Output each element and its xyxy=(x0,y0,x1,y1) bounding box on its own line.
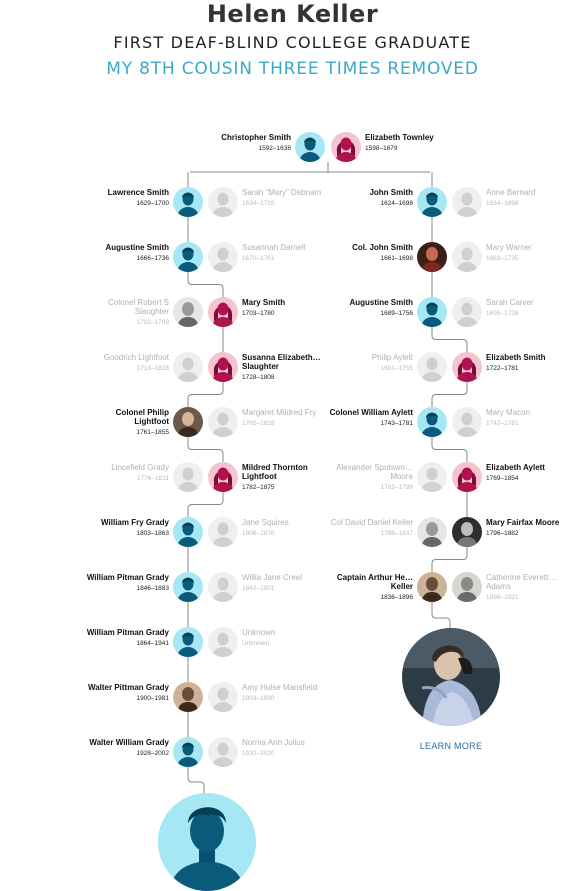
person-name: Unknown xyxy=(242,628,276,637)
connector-line xyxy=(188,162,432,187)
person-label[interactable] xyxy=(83,738,169,758)
person-dates: 1836–1896 xyxy=(380,594,413,601)
person-label[interactable] xyxy=(242,628,338,648)
person-name: Amy Hulse Mansfield xyxy=(242,683,318,692)
person-dates: 1670–1761 xyxy=(242,255,275,262)
person-avatar[interactable] xyxy=(417,297,447,327)
person-dates: 1803–1863 xyxy=(136,530,169,537)
person-name: Augustine Smith xyxy=(349,298,413,307)
person-dates: 1695–1726 xyxy=(486,310,519,317)
person-name: Elizabeth Townley xyxy=(365,133,434,142)
person-name: Lincefield Grady xyxy=(111,463,169,472)
person-dates: 1761–1855 xyxy=(136,429,169,436)
spouse-avatar[interactable] xyxy=(173,297,203,327)
person-dates: 1743–1781 xyxy=(380,420,413,427)
person-dates: 1703–1780 xyxy=(242,310,275,317)
person-name: Catherine Everett… Adams xyxy=(486,573,557,591)
person-dates: 1769–1854 xyxy=(486,475,519,482)
spouse-avatar[interactable] xyxy=(173,462,203,492)
person-name: Mildred Thornton Lightfoot xyxy=(242,463,308,481)
person-label[interactable] xyxy=(83,683,169,703)
person-name: Elizabeth Aylett xyxy=(486,463,545,472)
person-label[interactable] xyxy=(242,298,338,318)
person-label[interactable] xyxy=(83,188,169,208)
person-name: Goodrich Lightfoot xyxy=(103,353,169,362)
person-name: Sarah Carver xyxy=(486,298,534,307)
person-label[interactable] xyxy=(327,243,413,263)
spouse-avatar[interactable] xyxy=(452,297,482,327)
person-dates: 1624–1698 xyxy=(380,200,413,207)
person-label[interactable] xyxy=(486,243,582,263)
spouse-avatar[interactable] xyxy=(452,572,482,602)
person-label[interactable] xyxy=(242,353,338,382)
connector-line xyxy=(432,602,450,628)
person-dates: 1598–1679 xyxy=(365,145,398,152)
person-dates: 1691–1755 xyxy=(380,365,413,372)
spouse-avatar[interactable] xyxy=(208,242,238,272)
person-dates: 1722–1781 xyxy=(486,365,519,372)
person-dates: 1846–1883 xyxy=(136,585,169,592)
person-dates: 1629–1700 xyxy=(136,200,169,207)
spouse-avatar[interactable] xyxy=(208,572,238,602)
person-dates: 1856–1921 xyxy=(486,594,519,601)
person-dates: 1634–1698 xyxy=(486,200,519,207)
person-label[interactable] xyxy=(327,408,413,428)
person-name: Mary Macon xyxy=(486,408,531,417)
person-avatar[interactable] xyxy=(173,187,203,217)
person-dates: 1782–1875 xyxy=(242,484,275,491)
spouse-avatar[interactable] xyxy=(173,352,203,382)
person-dates: 1864–1941 xyxy=(136,640,169,647)
person-label[interactable] xyxy=(486,463,582,483)
person-dates: 1763–1799 xyxy=(380,484,413,491)
celebrity-subtitle: FIRST DEAF-BLIND COLLEGE GRADUATE xyxy=(113,33,472,52)
person-avatar[interactable] xyxy=(208,352,238,382)
person-name: William Pitman Grady xyxy=(86,628,169,637)
person-name: Anne Bernard xyxy=(486,188,536,197)
person-avatar[interactable] xyxy=(452,517,482,547)
person-dates: 1728–1808 xyxy=(242,374,275,381)
person-name: Susanna Elizabeth… Slaughter xyxy=(242,353,321,371)
person-label[interactable] xyxy=(486,353,582,373)
person-label[interactable] xyxy=(486,518,582,538)
person-avatar[interactable] xyxy=(173,242,203,272)
person-dates: 1900–1981 xyxy=(136,695,169,702)
connector-line xyxy=(432,382,467,407)
person-name: Col. John Smith xyxy=(352,243,413,252)
connector-line xyxy=(188,437,223,462)
person-dates: 1689–1756 xyxy=(380,310,413,317)
person-avatar[interactable] xyxy=(417,242,447,272)
person-avatar[interactable] xyxy=(208,297,238,327)
connector-line xyxy=(432,437,467,462)
person-dates: 1903–1990 xyxy=(242,695,275,702)
person-label[interactable] xyxy=(486,188,582,208)
spouse-avatar[interactable] xyxy=(452,407,482,437)
person-name: Sarah “Mary” Debnam xyxy=(242,188,322,197)
person-label[interactable] xyxy=(327,463,413,492)
person-label[interactable] xyxy=(205,133,291,153)
person-avatar[interactable] xyxy=(173,572,203,602)
spouse-avatar[interactable] xyxy=(208,737,238,767)
person-name: Margaret Mildred Fry xyxy=(242,408,317,417)
person-label[interactable] xyxy=(327,188,413,208)
person-dates: 1592–1638 xyxy=(258,145,291,152)
person-name: Mary Warner xyxy=(486,243,532,252)
person-label[interactable] xyxy=(242,408,338,428)
person-dates: 1932–2020 xyxy=(242,750,275,757)
person-name: Elizabeth Smith xyxy=(486,353,546,362)
person-label[interactable] xyxy=(327,573,413,602)
person-label[interactable] xyxy=(242,573,338,593)
person-dates: 1928–2002 xyxy=(136,750,169,757)
person-label[interactable] xyxy=(83,573,169,593)
person-name: Mary Smith xyxy=(242,298,286,307)
connector-line xyxy=(188,767,204,793)
spouse-avatar[interactable] xyxy=(208,517,238,547)
helen-keller-photo[interactable] xyxy=(402,628,500,726)
person-avatar[interactable] xyxy=(173,407,203,437)
spouse-avatar[interactable] xyxy=(417,462,447,492)
person-name: Colonel Robert S Slaughter xyxy=(108,298,169,316)
spouse-avatar[interactable] xyxy=(452,242,482,272)
person-label[interactable] xyxy=(83,518,169,538)
person-name: Colonel Philip Lightfoot xyxy=(115,408,169,426)
person-label[interactable] xyxy=(242,518,338,538)
person-avatar[interactable] xyxy=(452,352,482,382)
person-avatar[interactable] xyxy=(452,462,482,492)
spouse-avatar[interactable] xyxy=(208,187,238,217)
person-label[interactable] xyxy=(242,683,338,703)
person-name: Walter William Grady xyxy=(89,738,169,747)
person-label[interactable] xyxy=(327,298,413,318)
person-name: Colonel William Aylett xyxy=(329,408,413,417)
person-name: Christopher Smith xyxy=(221,133,291,142)
person-avatar[interactable] xyxy=(173,517,203,547)
person-label[interactable] xyxy=(486,573,582,602)
person-label[interactable] xyxy=(486,408,582,428)
connector-line xyxy=(188,272,223,297)
person-label[interactable] xyxy=(242,188,338,208)
person-label[interactable] xyxy=(83,463,169,483)
person-dates: 1634–1728 xyxy=(242,200,275,207)
spouse-avatar[interactable] xyxy=(417,352,447,382)
person-dates: 1796–1882 xyxy=(486,530,519,537)
person-name: Col David Daniel Keller xyxy=(330,518,413,527)
spouse-avatar[interactable] xyxy=(208,407,238,437)
spouse-avatar[interactable] xyxy=(417,517,447,547)
christopher-smith-avatar[interactable] xyxy=(295,132,325,162)
person-avatar[interactable] xyxy=(173,627,203,657)
elizabeth-townley-avatar[interactable] xyxy=(331,132,361,162)
connector-line xyxy=(188,382,223,407)
person-label[interactable] xyxy=(242,463,338,492)
person-name: Lawrence Smith xyxy=(107,188,169,197)
person-avatar[interactable] xyxy=(417,407,447,437)
person-label[interactable] xyxy=(83,628,169,648)
my-avatar[interactable] xyxy=(158,793,256,891)
person-name: Captain Arthur He… Keller xyxy=(336,573,413,591)
person-label[interactable] xyxy=(83,353,169,373)
person-name: Mary Fairfax Moore xyxy=(486,518,560,527)
person-avatar[interactable] xyxy=(417,187,447,217)
spouse-avatar[interactable] xyxy=(452,187,482,217)
person-name: John Smith xyxy=(369,188,413,197)
celebrity-name: Helen Keller xyxy=(206,0,379,28)
person-avatar[interactable] xyxy=(173,682,203,712)
person-name: Norma Ann Julius xyxy=(242,738,305,747)
person-dates: 1776–1811 xyxy=(136,475,169,482)
person-label[interactable] xyxy=(365,133,461,153)
person-dates: 1702–1769 xyxy=(136,319,169,326)
person-name: Philip Aylett xyxy=(371,353,413,362)
person-label[interactable] xyxy=(83,408,169,437)
person-dates: 1842–1901 xyxy=(242,585,275,592)
person-name: Alexander Spotswo… Moore xyxy=(336,463,413,481)
person-dates: 1806–1876 xyxy=(242,530,275,537)
connector-line xyxy=(188,492,223,517)
learn-more-link[interactable]: LEARN MORE xyxy=(419,741,483,751)
person-dates: 1742–1781 xyxy=(486,420,519,427)
connector-line xyxy=(432,547,467,572)
person-name: Walter Pittman Grady xyxy=(87,683,169,692)
relationship-label: MY 8TH COUSIN THREE TIMES REMOVED xyxy=(106,59,479,79)
person-avatar[interactable] xyxy=(173,737,203,767)
connector-line xyxy=(432,327,467,352)
person-dates: 1661–1698 xyxy=(380,255,413,262)
person-dates: Unknown xyxy=(242,640,270,647)
person-avatar[interactable] xyxy=(417,572,447,602)
person-label[interactable] xyxy=(327,518,413,538)
spouse-avatar[interactable] xyxy=(208,627,238,657)
person-label[interactable] xyxy=(83,298,169,327)
spouse-avatar[interactable] xyxy=(208,682,238,712)
person-label[interactable] xyxy=(242,738,338,758)
person-avatar[interactable] xyxy=(208,462,238,492)
person-label[interactable] xyxy=(83,243,169,263)
person-label[interactable] xyxy=(327,353,413,373)
person-dates: 1666–1736 xyxy=(136,255,169,262)
person-name: William Pitman Grady xyxy=(86,573,169,582)
person-name: Augustine Smith xyxy=(105,243,169,252)
person-label[interactable] xyxy=(242,243,338,263)
person-dates: 1663–1735 xyxy=(486,255,519,262)
person-dates: 1788–1837 xyxy=(380,530,413,537)
person-dates: 1713–1828 xyxy=(136,365,169,372)
person-name: Jane Squires xyxy=(242,518,289,527)
person-name: Willia Jane Creel xyxy=(242,573,303,582)
person-dates: 1765–1828 xyxy=(242,420,275,427)
person-name: Susannah Darnell xyxy=(242,243,306,252)
person-name: William Fry Grady xyxy=(101,518,169,527)
person-label[interactable] xyxy=(486,298,582,318)
